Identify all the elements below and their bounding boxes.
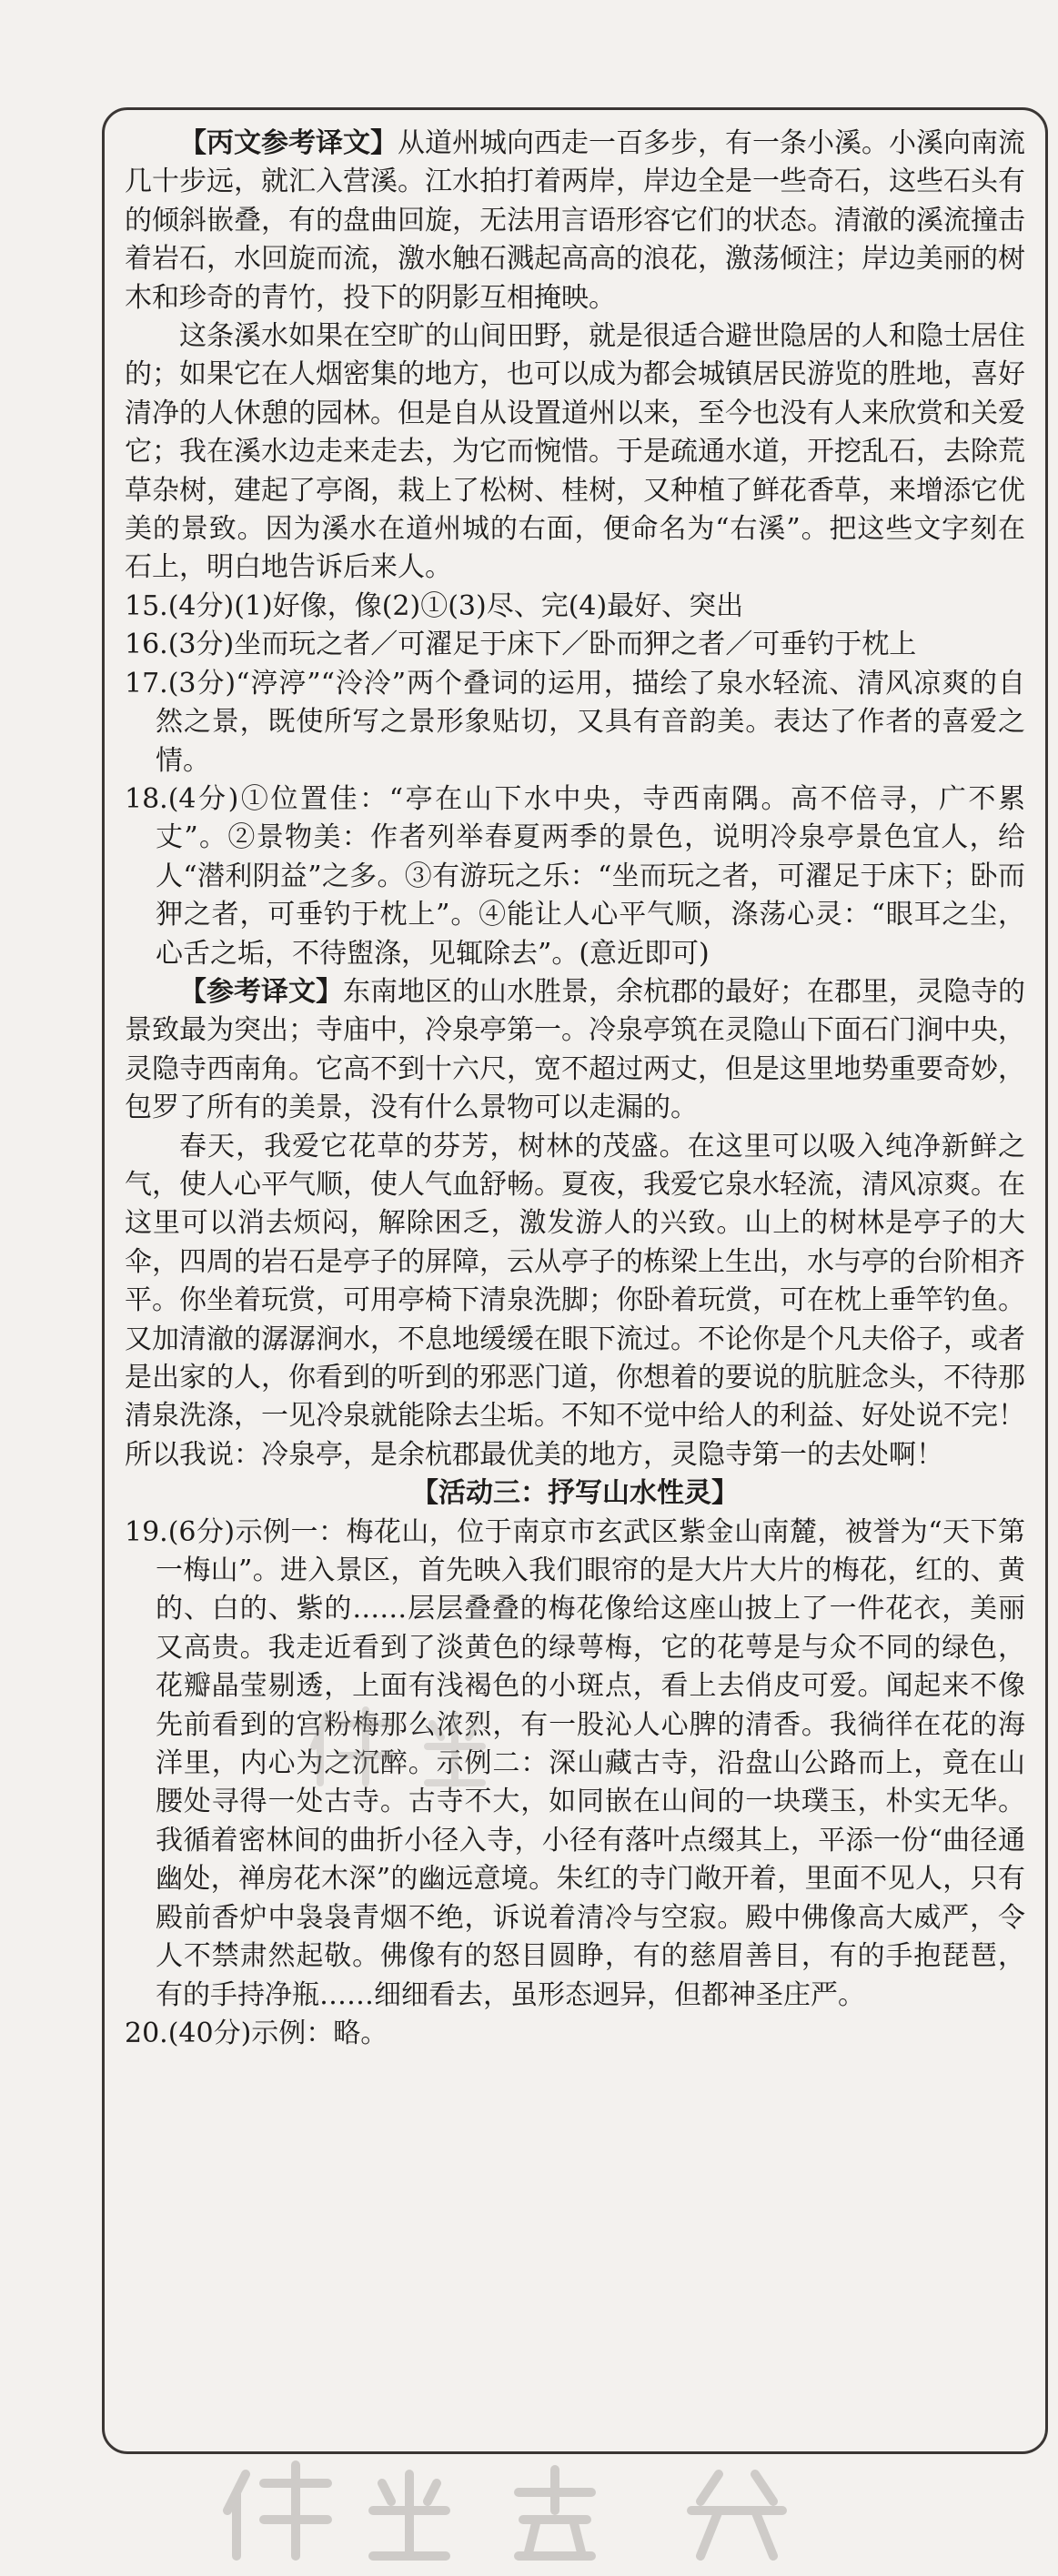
answer-20 <box>125 2015 1025 2053</box>
paragraph-2 <box>125 317 1025 588</box>
section-title: 【活动三：抒写山水性灵】 <box>411 1477 739 1510</box>
paragraph-1 <box>125 125 1025 317</box>
answer-text: 16.(3分)坐而玩之者／可濯足于床下／卧而狎之者／可垂钓于枕上 <box>125 629 917 661</box>
answer-frame <box>102 107 1048 2454</box>
answer-text: 20.(40分)示例：略。 <box>125 2017 388 2049</box>
paragraph-text: 春天，我爱它花草的芬芳，树林的茂盛。在这里可以吸入纯净新鲜之气，使人心平气顺，使人气血舒畅。夏夜，我爱它泉水轻流，清风凉爽。在这里可以消去烦闷，解除困乏，激发游人的兴致。山上的树林是亭子的大伞，四周的岩石是亭子的屏障，云从亭子的栋梁上生出，水与亭的台阶相齐平。你坐着玩赏，可用亭椅下清泉洗脚；你卧着玩赏，可在枕上垂竿钓鱼。又加清澈的潺潺涧水，不息地缓缓在眼下流过。不论你是个凡夫俗子，或者是出家的人，你看到的听到的邪恶门道，你想着的要说的肮脏念头，不待那清泉洗涤，一见冷泉就能除去尘垢。不知不觉中给人的利益、好处说不完！所以我说：冷泉亭，是余杭郡最优美的地方，灵隐寺第一的去处啊！ <box>125 1130 1025 1471</box>
answer-text: 15.(4分)(1)好像，像(2)①(3)尽、完(4)最好、突出 <box>125 589 744 622</box>
paragraph-text: 东南地区的山水胜景，余杭郡的最好；在郡里，灵隐寺的景致最为突出；寺庙中，冷泉亭第一。冷泉亭筑在灵隐山下面石门涧中央，灵隐寺西南角。它高不到十六尺，宽不超过两丈，但是这里地势重要奇妙，包罗了所有的美景，没有什么景物可以走漏的。 <box>125 975 1025 1124</box>
watermark-graphic <box>300 1701 810 1792</box>
paragraph-translation-2 <box>125 1128 1025 1475</box>
answer-text: 17.(3分)“渟渟”“泠泠”两个叠词的运用，描绘了泉水轻流、清风凉爽的自然之景，既使所写之景形象贴切，又具有音韵美。表达了作者的喜爱之情。 <box>125 667 1025 777</box>
paragraph-tag: 【丙文参考译文】 <box>179 127 398 159</box>
answer-text: 19.(6分)示例一：梅花山，位于南京市玄武区紫金山南麓，被誉为“天下第一梅山”。进入景区，首先映入我们眼帘的是大片大片的梅花，红的、黄的、白的、紫的……层层叠叠的梅花像给这座山披上了一件花衣，美丽又高贵。我走近看到了淡黄色的绿萼梅，它的花萼是与众不同的绿色，花瓣晶莹剔透，上面有浅褐色的小斑点，看上去俏皮可爱。闻起来不像先前看到的宫粉梅那么浓烈，有一股沁人心脾的清香。我徜徉在花的海洋里，内心为之沉醉。示例二：深山藏古寺，沿盘山公路而上，竟在山腰处寻得一处古寺。古寺不大，如同嵌在山间的一块璞玉，朴实无华。我循着密林间的曲折小径入寺，小径有落叶点缀其上，平添一份“曲径通幽处，禅房花木深”的幽远意境。朱红的寺门敞开着，里面不见人，只有殿前香炉中袅袅青烟不绝，诉说着清冷与空寂。殿中佛像高大威严，令人不禁肃然起敬。佛像有的怒目圆睁，有的慈眉善目，有的手抱琵琶，有的手持净瓶……细细看去，虽形态迥异，但都神圣庄严。 <box>125 1515 1025 2011</box>
answer-15 <box>125 588 1025 626</box>
answer-18 <box>125 780 1025 973</box>
paragraph-translation-1 <box>125 973 1025 1128</box>
watermark-graphic <box>209 2456 882 2565</box>
paragraph-text: 从道州城向西走一百多步，有一条小溪。小溪向南流几十步远，就汇入营溪。江水拍打着两岸，岸边全是一些奇石，这些石头有的倾斜嵌叠，有的盘曲回旋，无法用言语形容它们的状态。清澈的溪流撞击着岩石，水回旋而流，激水触石溅起高高的浪花，激荡倾注；岸边美丽的树木和珍奇的青竹，投下的阴影互相掩映。 <box>125 127 1025 314</box>
paragraph-text: 这条溪水如果在空旷的山间田野，就是很适合避世隐居的人和隐士居住的；如果它在人烟密集的地方，也可以成为都会城镇居民游览的胜地，喜好清净的人休憩的园林。但是自从设置道州以来，至今也没有人来欣赏和关爱它；我在溪水边走来走去，为它而惋惜。于是疏通水道，开挖乱石，去除荒草杂树，建起了亭阁，栽上了松树、桂树，又种植了鲜花香草，来增添它优美的景致。因为溪水在道州城的右面，便命名为“右溪”。把这些文字刻在石上，明白地告诉后来人。 <box>125 320 1025 584</box>
answer-17 <box>125 665 1025 780</box>
paragraph-tag: 【参考译文】 <box>179 975 343 1008</box>
answer-16 <box>125 626 1025 664</box>
answer-text: 18.(4分)①位置佳：“亭在山下水中央，寺西南隅。高不倍寻，广不累丈”。②景物美：作者列举春夏两季的景色，说明冷泉亭景色宜人，给人“潜利阴益”之多。③有游玩之乐：“坐而玩之者，可濯足于床下；卧而狎之者，可垂钓于枕上”。④能让人心平气顺，涤荡心灵：“眼耳之尘，心舌之垢，不待盥涤，见辄除去”。(意近即可) <box>125 782 1025 970</box>
